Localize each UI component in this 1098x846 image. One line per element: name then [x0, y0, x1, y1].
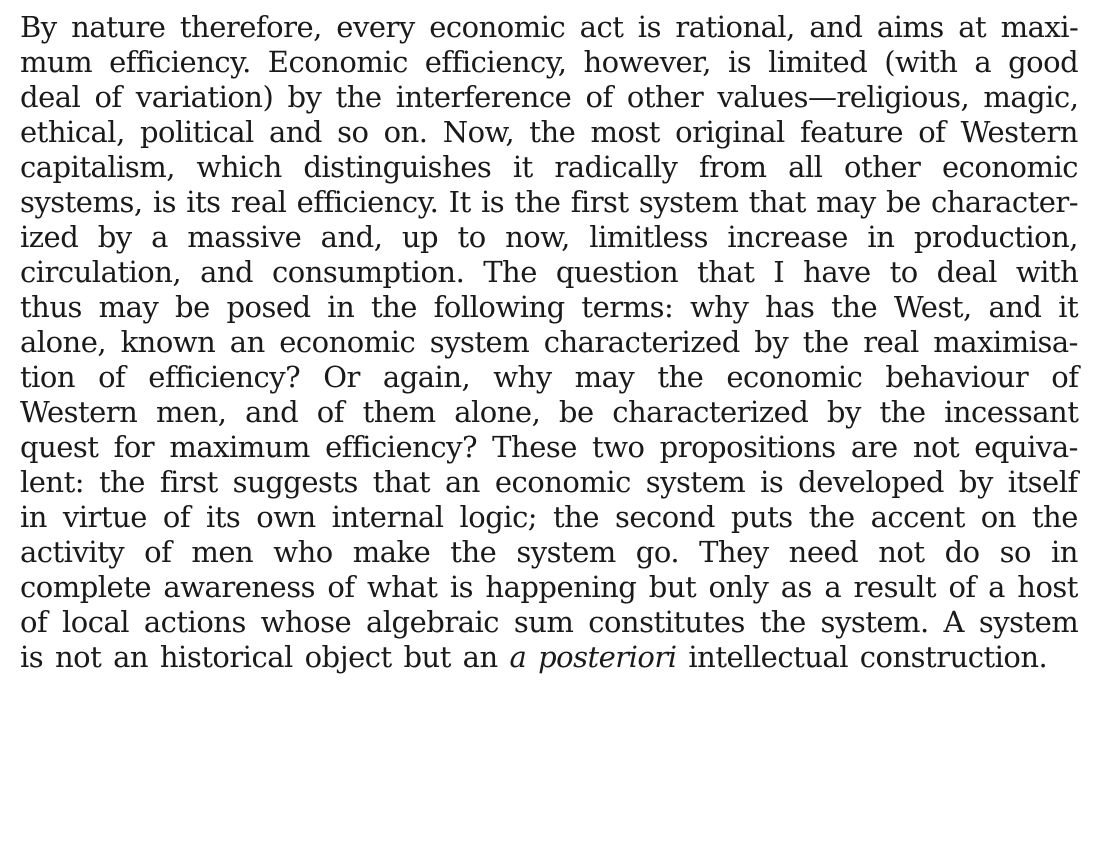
text-line: circulation, and consumption. The question that I have to deal with	[20, 255, 1079, 289]
final-line-end: intellectual construction.	[676, 640, 1048, 674]
text-line-final	[20, 640, 1078, 675]
final-line-start: is not an historical object but an	[20, 640, 510, 674]
text-line: Western men, and of them alone, be characterized by the incessant	[20, 395, 1079, 429]
text-line: systems, is its real efficiency. It is the first system that may be character-	[20, 185, 1079, 219]
text-line: By nature therefore, every economic act is rational, and aims at maxi-	[20, 10, 1079, 44]
text-line: mum efficiency. Economic efficiency, however, is limited (with a good	[20, 45, 1079, 79]
document-page	[20, 10, 1078, 675]
text-line: alone, known an economic system characterized by the real maximisa-	[20, 325, 1078, 359]
text-line: ized by a massive and, up to now, limitless increase in production,	[20, 220, 1078, 254]
text-line: in virtue of its own internal logic; the second puts the accent on the	[20, 500, 1078, 534]
text-line: tion of efficiency? Or again, why may the economic behaviour of	[20, 360, 1079, 394]
text-line: thus may be posed in the following terms: why has the West, and it	[20, 290, 1079, 324]
text-line: ethical, political and so on. Now, the most original feature of Western	[20, 115, 1078, 149]
text-line: quest for maximum efficiency? These two propositions are not equiva-	[20, 430, 1078, 464]
text-line: lent: the first suggests that an economic system is developed by itself	[20, 465, 1078, 499]
text-line: capitalism, which distinguishes it radically from all other economic	[20, 150, 1078, 184]
body-paragraph	[20, 10, 1078, 675]
text-line: deal of variation) by the interference of other values—religious, magic,	[20, 80, 1079, 114]
text-line: activity of men who make the system go. They need not do so in	[20, 535, 1078, 569]
italic-phrase: a posteriori	[509, 640, 677, 674]
text-line: complete awareness of what is happening but only as a result of a host	[20, 570, 1078, 604]
text-line: of local actions whose algebraic sum constitutes the system. A system	[20, 605, 1079, 639]
